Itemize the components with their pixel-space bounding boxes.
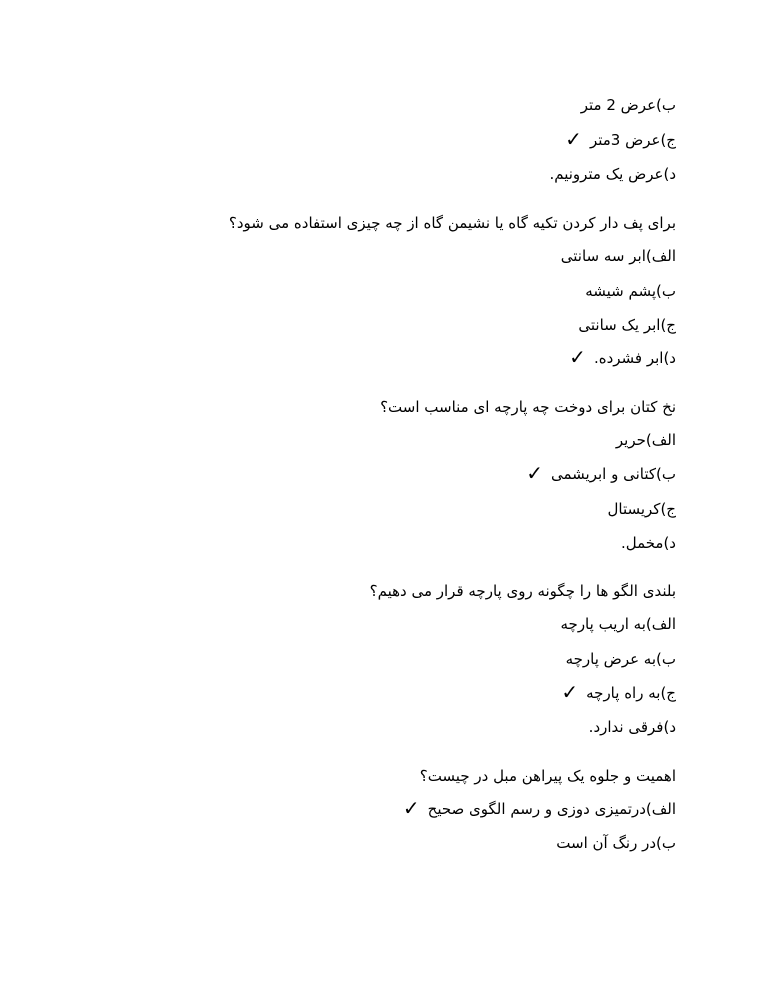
checkmark-icon: ✓ [569,345,586,369]
checkmark-icon: ✓ [526,461,543,485]
question-line [380,396,676,418]
answer-line [556,832,676,854]
answer-line [561,245,676,267]
answer-line [549,163,676,185]
checkmark-icon: ✓ [561,680,579,704]
answer-text: ج)عرض 3متر [589,131,676,149]
answer-text: د)فرقی ندارد. [588,718,676,736]
answer-line [566,648,676,670]
answer-line [403,797,676,820]
question-text: برای پف دار کردن تکیه گاه یا نشیمن گاه از چه چیزی استفاده می شود؟ [228,214,676,232]
answer-line [578,314,676,336]
answer-text: ج)کریستال [607,500,676,518]
answer-line [589,716,676,738]
answer-line [569,346,676,369]
answer-line [581,94,676,116]
question-text: نخ کتان برای دوخت چه پارچه ای مناسب است؟ [380,398,676,416]
question-line [229,212,676,234]
question-text: بلندی الگو ها را چگونه روی پارچه قرار می دهیم؟ [369,582,676,600]
answer-line [561,681,676,704]
answer-text: د)مخمل. [620,534,676,552]
answer-line [621,532,676,554]
answer-text: د)عرض یک مترونیم. [549,165,676,183]
answer-text: ب)در رنگ آن است [556,834,676,852]
answer-text: الف)درتمیزی دوزی و رسم الگوی صحیح [427,800,676,818]
answer-text: د)ابر فشرده. [593,349,676,367]
answer-text: الف)به اریب پارچه [560,615,676,633]
answer-text: ب)به عرض پارچه [565,650,676,668]
answer-text: ب)کتانی و ابریشمی [550,465,676,483]
checkmark-icon: ✓ [565,127,582,151]
checkmark-icon: ✓ [402,796,420,820]
answer-text: ب)عرض 2 متر [580,96,676,114]
answer-text: الف)ابر سه سانتی [560,247,676,265]
answer-line [585,280,676,302]
answer-line [526,462,676,485]
question-line [420,765,676,787]
answer-text: الف)حریر [615,431,676,449]
answer-line [561,613,677,635]
question-text: اهمیت و جلوه یک پیراهن مبل در چیست؟ [419,767,676,785]
answer-text: ب)پشم شیشه [585,282,676,300]
answer-text: ج)ابر یک سانتی [578,316,676,334]
answer-text: ج)به راه پارچه [586,684,676,702]
answer-line [607,498,676,520]
answer-line [565,128,676,151]
question-line [370,580,676,602]
answer-line [616,429,676,451]
